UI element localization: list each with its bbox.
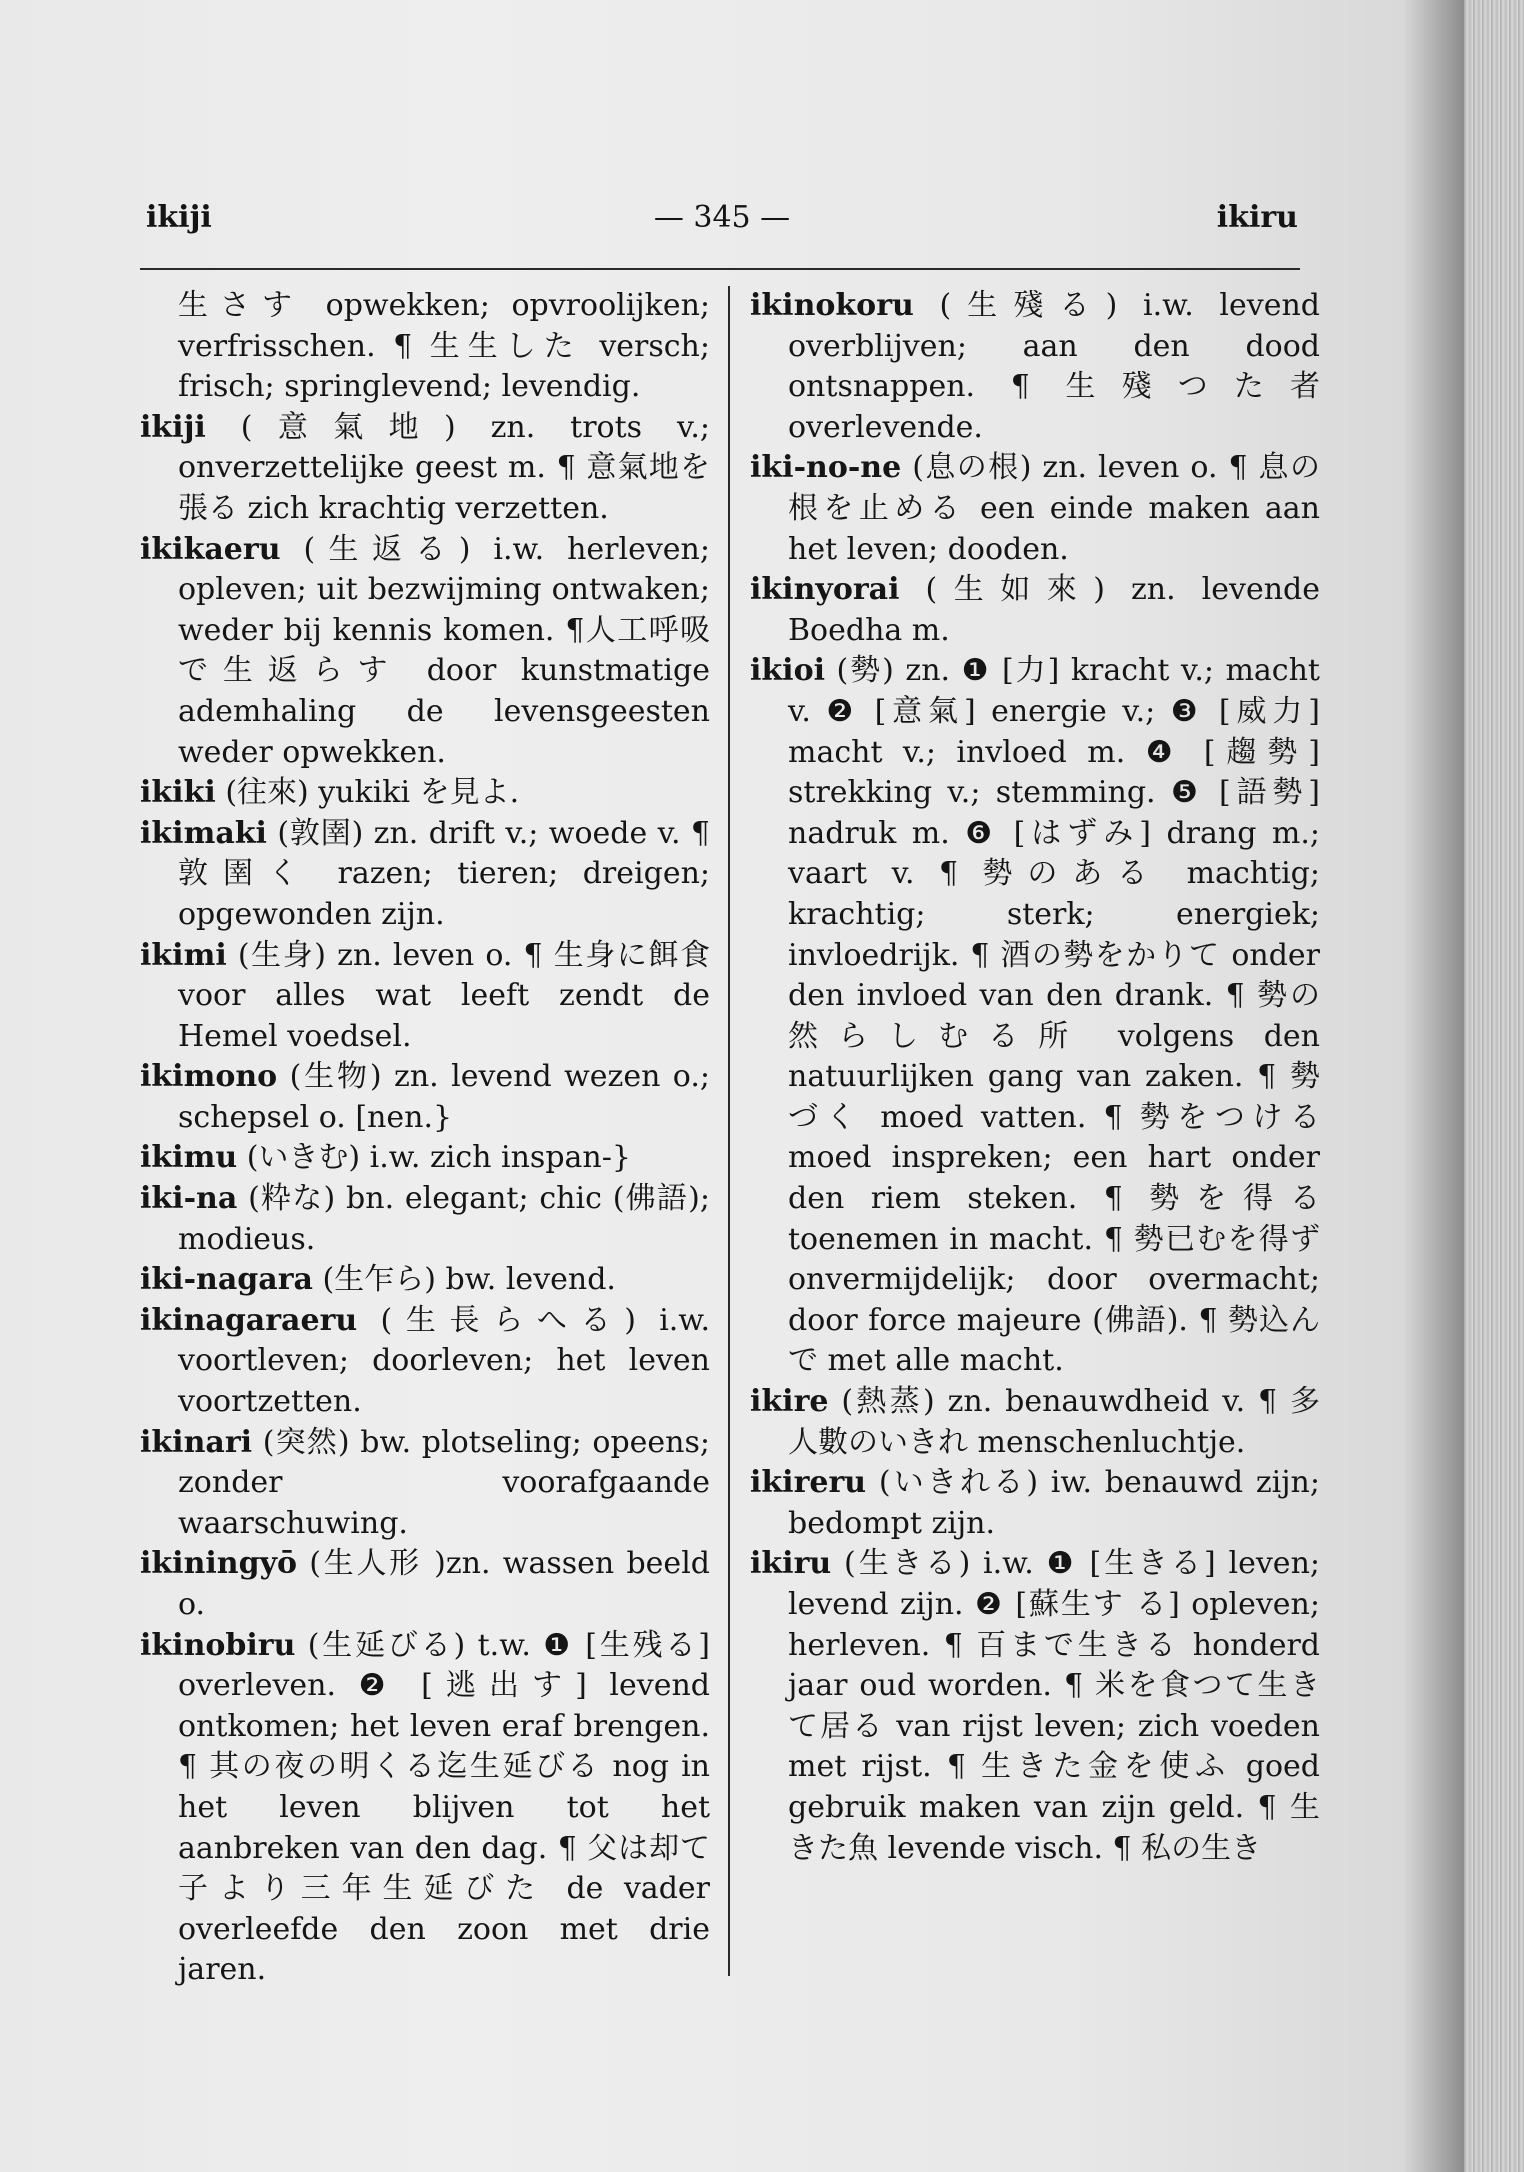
dictionary-entry	[140, 1260, 710, 1301]
entry-text: (勢) zn. ❶ [力] kracht v.; macht v. ❷ [意氣] energie v.; ❸ [威力] macht v.; invloed m. ❹ [趨勢] strekking v.; stemming. ❺ [語勢] nadruk m. ❻ [はずみ] drang m.; vaart v. ¶ 勢のある machtig; krachtig; sterk; energiek; invloedrijk. ¶ 酒の勢をかりて onder den invloed van den drank. ¶ 勢の然らしむる所 volgens den natuurlijken gang van zaken. ¶ 勢づく moed vatten. ¶ 勢をつける moed inspreken; een hart onder den riem steken. ¶ 勢を得る toenemen in macht. ¶ 勢已むを得ず onvermijdelijk; door overmacht; door force majeure (佛語). ¶ 勢込んで met alle macht.	[788, 653, 1320, 1379]
header-left-word: ikiji	[146, 200, 212, 235]
entry-text: (突然) bw. plotseling; opeens; zonder voorafgaande waarschuwing.	[178, 1424, 710, 1541]
page-header	[146, 200, 1298, 260]
entry-text: (生きる) i.w. ❶ [生きる] leven; levend zijn. ❷ [蘇生す る] opleven; herleven. ¶ 百まで生きる honderd jaar oud worden. ¶ 米を食つて生きて居る van rijst leven; zich voeden met rijst. ¶ 生きた金を使ふ goed gebruik maken van zijn geld. ¶ 生きた魚 levende visch. ¶ 私の生き	[788, 1546, 1320, 1866]
entry-text: (生物) zn. levend wezen o.; schepsel o. [nen.}	[178, 1059, 710, 1135]
entry-text: (息の根) zn. leven o. ¶ 息の根を止める een einde maken aan het leven; dooden.	[788, 450, 1321, 567]
entry-headword: ikiki	[140, 775, 216, 811]
dictionary-entry	[140, 773, 710, 814]
dictionary-entry	[140, 530, 710, 774]
entry-text: (往來) yukiki を見よ.	[225, 775, 520, 811]
entry-headword: ikire	[750, 1384, 829, 1420]
dictionary-entry	[140, 1057, 710, 1138]
entry-text: (生乍ら) bw. levend.	[322, 1262, 616, 1298]
entry-text: (生返る) i.w. herleven; opleven; uit bezwijming ontwaken; weder bij kennis komen. ¶人工呼吸で生返らす door kunstmatige ademhaling de levensgeesten weder opwekken.	[178, 531, 710, 770]
dictionary-entry	[140, 408, 710, 530]
dictionary-entry	[140, 1138, 710, 1179]
entry-text: (生如來) zn. levende Boedha m.	[788, 572, 1320, 648]
dictionary-entry	[140, 1544, 710, 1625]
entry-text: (いきむ) i.w. zich inspan-}	[246, 1140, 631, 1176]
entry-text: (生身) zn. leven o. ¶ 生身に餌食 voor alles wat leeft zendt de Hemel voedsel.	[178, 937, 711, 1054]
dictionary-entry	[140, 1301, 710, 1423]
dictionary-entry	[140, 936, 710, 1058]
entry-headword: ikinobiru	[140, 1627, 296, 1663]
page-number: — 345 —	[653, 200, 791, 235]
entry-text: (意氣地) zn. trots v.; onverzettelijke geest m. ¶ 意氣地を張る zich krachtig verzetten.	[178, 409, 710, 526]
left-column	[140, 286, 710, 1991]
entry-headword: ikireru	[750, 1465, 867, 1501]
header-right-word: ikiru	[1216, 200, 1298, 235]
column-divider	[728, 286, 730, 1976]
dictionary-entry	[140, 814, 710, 936]
entry-headword: ikiji	[140, 409, 206, 445]
entry-headword: ikimaki	[140, 815, 267, 851]
entry-text: (生人形 )zn. wassen beeld o.	[178, 1546, 710, 1622]
dictionary-entry	[140, 286, 710, 408]
dictionary-entry	[750, 570, 1320, 651]
dictionary-entry	[750, 1463, 1320, 1544]
entry-headword: iki-nagara	[140, 1262, 313, 1298]
entry-headword: ikimi	[140, 937, 227, 973]
page-edge	[1464, 0, 1524, 2172]
right-column	[750, 286, 1320, 1869]
entry-headword: ikiningyō	[140, 1546, 298, 1582]
dictionary-entry	[140, 1179, 710, 1260]
entry-text: (粋な) bn. elegant; chic (佛語); modieus.	[178, 1181, 710, 1257]
entry-headword: iki-na	[140, 1181, 238, 1217]
entry-headword: ikinokoru	[750, 288, 914, 323]
dictionary-entry	[140, 1423, 710, 1545]
dictionary-entry	[750, 651, 1320, 1382]
entry-text: 生さす opwekken; opvroolijken; verfrisschen. ¶ 生生した versch; frisch; springlevend; levendig.	[178, 288, 710, 405]
dictionary-entry	[750, 1544, 1320, 1869]
entry-text: (生長らへる) i.w. voortleven; doorleven; het leven voortzetten.	[178, 1302, 710, 1420]
header-rule	[140, 268, 1300, 270]
dictionary-entry	[750, 448, 1320, 570]
entry-headword: ikinari	[140, 1424, 253, 1460]
dictionary-entry	[140, 1626, 710, 1991]
entry-text: (熱蒸) zn. benauwdheid v. ¶ 多人數のいきれ menschenluchtje.	[788, 1384, 1320, 1460]
entry-headword: ikimono	[140, 1059, 278, 1095]
entry-headword: iki-no-ne	[750, 450, 902, 486]
entry-headword: ikinagaraeru	[140, 1302, 358, 1338]
entry-text: (生殘る) i.w. levend overblijven; aan den dood ontsnappen. ¶ 生殘つた者 overlevende.	[788, 288, 1320, 445]
entry-headword: ikioi	[750, 653, 825, 689]
entry-headword: ikinyorai	[750, 572, 900, 608]
entry-headword: ikikaeru	[140, 531, 281, 567]
entry-text: (生延びる) t.w. ❶ [生残る] overleven. ❷ [逃出す] levend ontkomen; het leven eraf brengen. ¶ 其の夜の明くる迄生延びる nog in het leven blijven tot het aanbreken van den dag. ¶ 父は却て子より三年生延びた de vader overleefde den zoon met drie jaren.	[178, 1627, 710, 1988]
dictionary-entry	[750, 1382, 1320, 1463]
entry-text: (いきれる) iw. benauwd zijn; bedompt zijn.	[788, 1465, 1320, 1541]
entry-headword: ikiru	[750, 1546, 832, 1582]
entry-headword: ikimu	[140, 1140, 238, 1176]
dictionary-entry	[750, 286, 1320, 448]
entry-text: (敦圉) zn. drift v.; woede v. ¶ 敦圉く razen; tieren; dreigen; opgewonden zijn.	[178, 815, 710, 932]
